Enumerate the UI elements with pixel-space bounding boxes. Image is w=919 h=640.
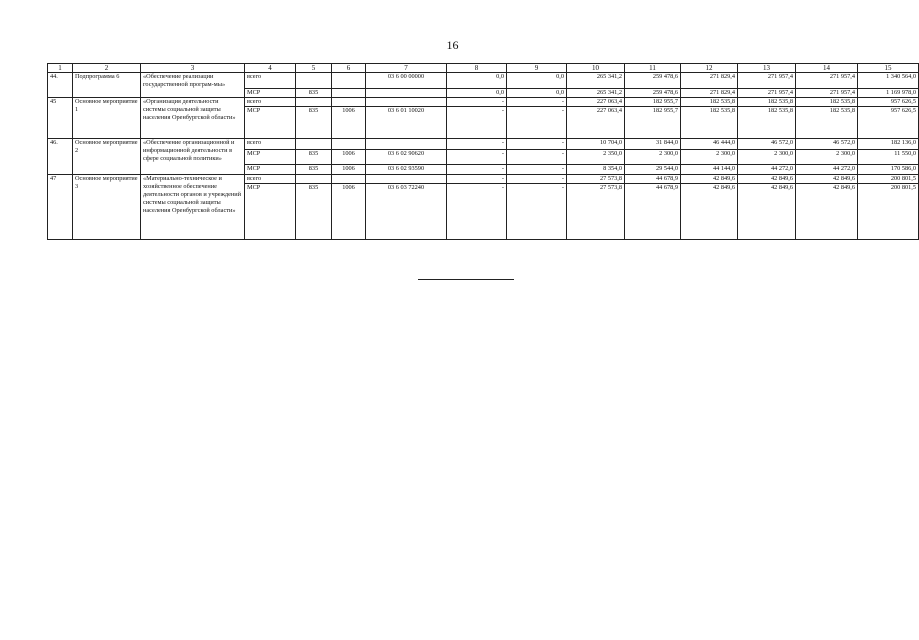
value-cell: - <box>507 150 567 165</box>
value-cell: 44 272,0 <box>796 165 858 175</box>
value-cell: 42 849,6 <box>738 175 796 184</box>
value-cell: 46 572,0 <box>738 139 796 150</box>
column-header: 13 <box>738 64 796 73</box>
value-cell: - <box>447 139 507 150</box>
value-cell: - <box>447 175 507 184</box>
value-cell: 27 573,8 <box>567 175 625 184</box>
value-cell: 182 535,8 <box>738 107 796 139</box>
executor-cell: всего <box>245 139 296 150</box>
row-number: 46. <box>48 139 73 175</box>
value-cell: 0,0 <box>447 73 507 89</box>
row-number: 45 <box>48 98 73 139</box>
value-cell: - <box>447 107 507 139</box>
executor-cell: МСР <box>245 184 296 240</box>
value-cell: 259 478,6 <box>625 89 681 98</box>
column-header: 5 <box>296 64 332 73</box>
value-cell: 31 844,0 <box>625 139 681 150</box>
column-header: 4 <box>245 64 296 73</box>
budget-table <box>47 63 919 240</box>
value-cell: - <box>447 184 507 240</box>
value-cell: 182 955,7 <box>625 98 681 107</box>
column-header: 6 <box>332 64 366 73</box>
value-cell: 2 300,0 <box>625 150 681 165</box>
csr-cell <box>366 89 447 98</box>
column-header: 8 <box>447 64 507 73</box>
value-cell: 182 535,8 <box>681 98 738 107</box>
value-cell: 182 136,0 <box>858 139 919 150</box>
row-number: 47 <box>48 175 73 240</box>
value-cell: 2 300,0 <box>738 150 796 165</box>
grbs-cell: 835 <box>296 150 332 165</box>
value-cell: 200 801,5 <box>858 175 919 184</box>
value-cell: 2 300,0 <box>681 150 738 165</box>
csr-cell <box>366 175 447 184</box>
executor-cell: МСР <box>245 150 296 165</box>
value-cell: - <box>507 139 567 150</box>
grbs-cell: 835 <box>296 184 332 240</box>
value-cell: - <box>447 165 507 175</box>
value-cell: 265 341,2 <box>567 73 625 89</box>
rzpr-cell <box>332 89 366 98</box>
value-cell: 182 535,8 <box>681 107 738 139</box>
value-cell: 182 535,8 <box>796 107 858 139</box>
value-cell: 44 678,9 <box>625 184 681 240</box>
value-cell: 271 957,4 <box>738 89 796 98</box>
table-row <box>48 98 919 107</box>
program-description: «Организация деятельности системы социальной защиты населения Оренбургской области» <box>141 98 245 139</box>
rzpr-cell <box>332 175 366 184</box>
csr-cell: 03 6 00 00000 <box>366 73 447 89</box>
value-cell: - <box>507 165 567 175</box>
value-cell: 957 626,5 <box>858 98 919 107</box>
value-cell: 170 586,0 <box>858 165 919 175</box>
column-header: 14 <box>796 64 858 73</box>
program-name: Основное мероприятие 2 <box>73 139 141 175</box>
rzpr-cell: 1006 <box>332 150 366 165</box>
csr-cell: 03 6 02 93590 <box>366 165 447 175</box>
value-cell: 1 169 978,0 <box>858 89 919 98</box>
program-name: Подпрограмма 6 <box>73 73 141 98</box>
grbs-cell: 835 <box>296 89 332 98</box>
value-cell: 1 340 564,0 <box>858 73 919 89</box>
executor-cell: всего <box>245 73 296 89</box>
column-header: 11 <box>625 64 681 73</box>
csr-cell <box>366 139 447 150</box>
value-cell: 2 300,0 <box>796 150 858 165</box>
grbs-cell: 835 <box>296 165 332 175</box>
grbs-cell <box>296 98 332 107</box>
value-cell: 8 354,0 <box>567 165 625 175</box>
end-separator-line <box>418 279 514 280</box>
value-cell: 182 955,7 <box>625 107 681 139</box>
value-cell: 200 801,5 <box>858 184 919 240</box>
value-cell: 42 849,6 <box>738 184 796 240</box>
value-cell: 0,0 <box>447 89 507 98</box>
value-cell: 259 478,6 <box>625 73 681 89</box>
program-description: «Материально-техническое и хозяйственное обеспечение деятельности органов и учреждений системы социальной защиты населения Оренбургской области» <box>141 175 245 240</box>
column-header: 3 <box>141 64 245 73</box>
program-name: Основное мероприятие 1 <box>73 98 141 139</box>
csr-cell <box>366 98 447 107</box>
executor-cell: МСР <box>245 107 296 139</box>
column-header: 15 <box>858 64 919 73</box>
csr-cell: 03 6 03 72240 <box>366 184 447 240</box>
grbs-cell <box>296 139 332 150</box>
grbs-cell <box>296 73 332 89</box>
value-cell: - <box>507 184 567 240</box>
value-cell: - <box>447 98 507 107</box>
rzpr-cell <box>332 139 366 150</box>
table-header-row <box>48 64 919 73</box>
table-row <box>48 175 919 184</box>
value-cell: 27 573,8 <box>567 184 625 240</box>
column-header: 1 <box>48 64 73 73</box>
rzpr-cell: 1006 <box>332 107 366 139</box>
executor-cell: МСР <box>245 89 296 98</box>
value-cell: 10 704,0 <box>567 139 625 150</box>
column-header: 2 <box>73 64 141 73</box>
rzpr-cell: 1006 <box>332 184 366 240</box>
value-cell: 42 849,6 <box>681 175 738 184</box>
value-cell: 271 957,4 <box>796 73 858 89</box>
executor-cell: МСР <box>245 165 296 175</box>
executor-cell: всего <box>245 98 296 107</box>
column-header: 7 <box>366 64 447 73</box>
csr-cell: 03 6 01 10020 <box>366 107 447 139</box>
value-cell: - <box>507 107 567 139</box>
value-cell: 265 341,2 <box>567 89 625 98</box>
column-header: 10 <box>567 64 625 73</box>
page-number: 16 <box>446 38 459 52</box>
value-cell: 42 849,6 <box>796 184 858 240</box>
value-cell: 0,0 <box>507 73 567 89</box>
value-cell: 227 063,4 <box>567 107 625 139</box>
value-cell: 44 272,0 <box>738 165 796 175</box>
rzpr-cell <box>332 73 366 89</box>
grbs-cell <box>296 175 332 184</box>
executor-cell: всего <box>245 175 296 184</box>
value-cell: 44 144,0 <box>681 165 738 175</box>
row-number: 44. <box>48 73 73 98</box>
program-description: «Обеспечение реализации государственной програм-мы» <box>141 73 245 98</box>
value-cell: 957 626,5 <box>858 107 919 139</box>
column-header: 12 <box>681 64 738 73</box>
rzpr-cell: 1006 <box>332 165 366 175</box>
value-cell: 271 829,4 <box>681 73 738 89</box>
grbs-cell: 835 <box>296 107 332 139</box>
value-cell: 46 572,0 <box>796 139 858 150</box>
value-cell: - <box>447 150 507 165</box>
value-cell: 182 535,8 <box>796 98 858 107</box>
value-cell: 42 849,6 <box>681 184 738 240</box>
value-cell: 0,0 <box>507 89 567 98</box>
csr-cell: 03 6 02 90620 <box>366 150 447 165</box>
value-cell: 42 849,6 <box>796 175 858 184</box>
table-row <box>48 73 919 89</box>
value-cell: 2 350,0 <box>567 150 625 165</box>
program-name: Основное мероприятие 3 <box>73 175 141 240</box>
column-header: 9 <box>507 64 567 73</box>
value-cell: 11 550,0 <box>858 150 919 165</box>
value-cell: 271 957,4 <box>796 89 858 98</box>
value-cell: 44 678,9 <box>625 175 681 184</box>
value-cell: 182 535,8 <box>738 98 796 107</box>
value-cell: 227 063,4 <box>567 98 625 107</box>
value-cell: 29 544,0 <box>625 165 681 175</box>
rzpr-cell <box>332 98 366 107</box>
value-cell: - <box>507 98 567 107</box>
value-cell: - <box>507 175 567 184</box>
value-cell: 46 444,0 <box>681 139 738 150</box>
table-row <box>48 139 919 150</box>
value-cell: 271 957,4 <box>738 73 796 89</box>
program-description: «Обеспечение организационной и информационной деятельности в сфере социальной политики» <box>141 139 245 175</box>
value-cell: 271 829,4 <box>681 89 738 98</box>
